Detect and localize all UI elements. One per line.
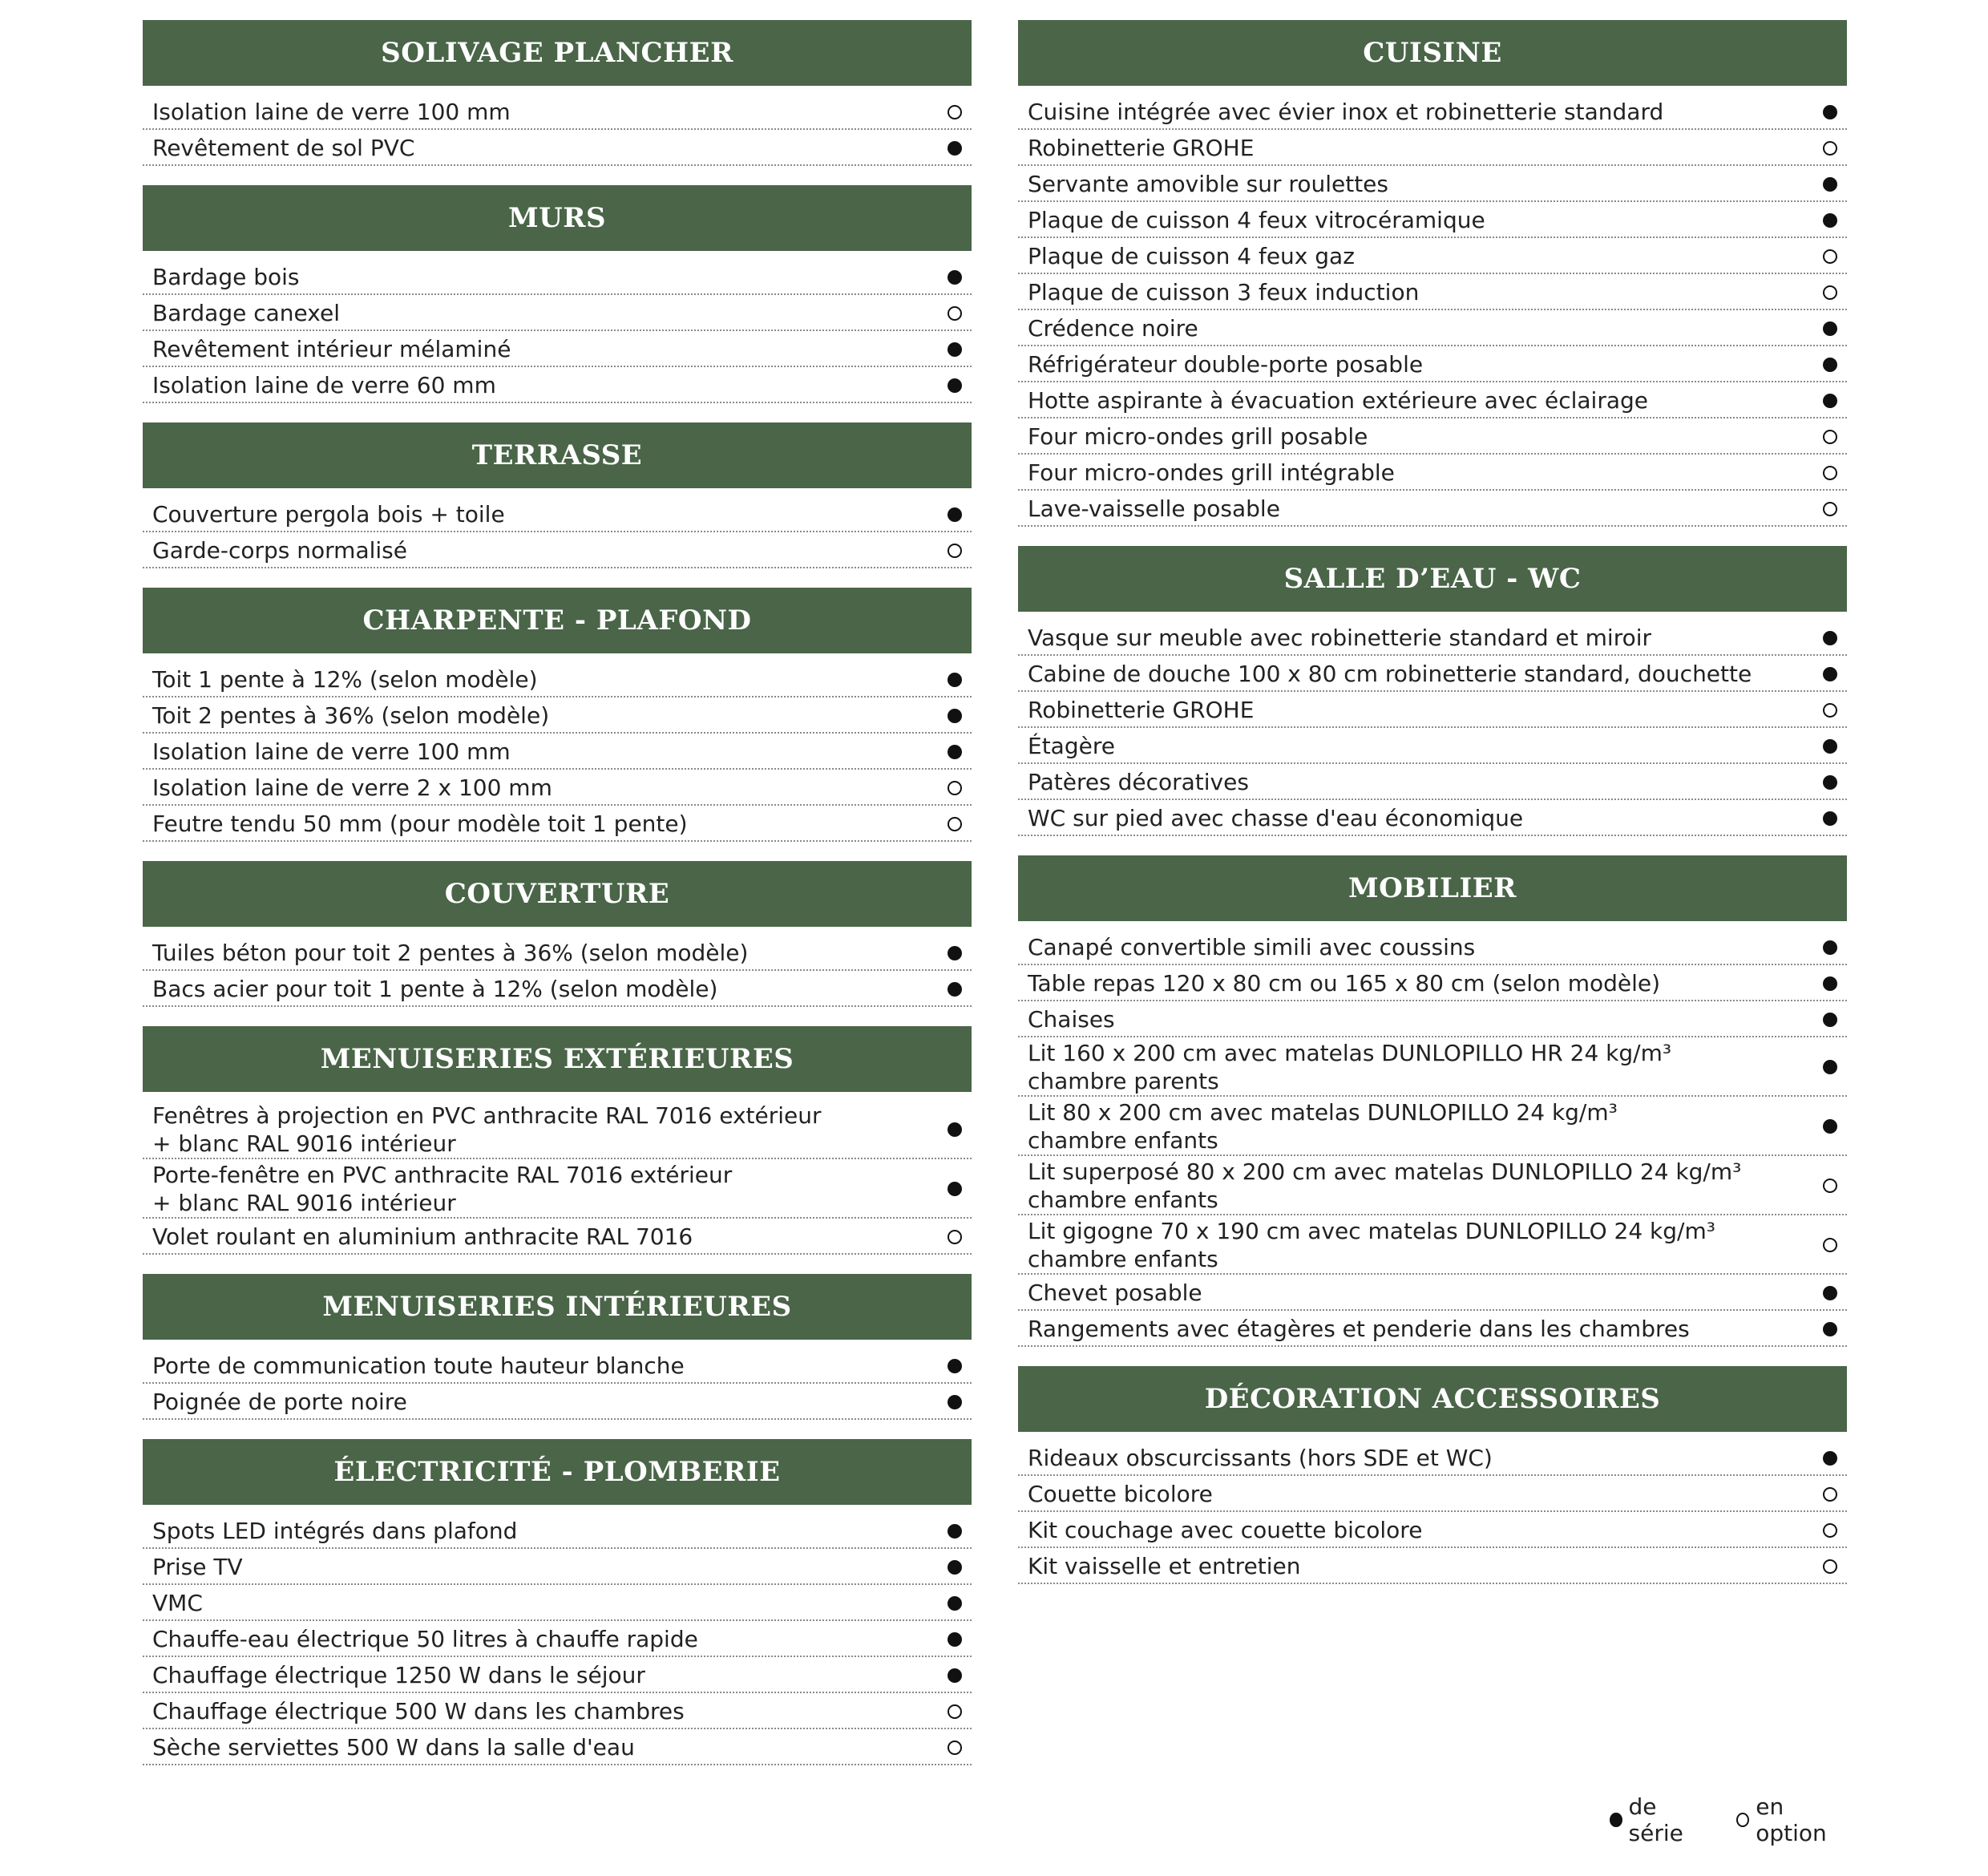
filled-bullet-icon	[948, 507, 962, 522]
spec-row	[1018, 1097, 1847, 1156]
section-title: MENUISERIES INTÉRIEURES	[143, 1274, 972, 1340]
spec-row	[1018, 656, 1847, 692]
spec-list	[143, 1348, 972, 1420]
spec-label: Couverture pergola bois + toile	[152, 501, 505, 528]
spec-row	[1018, 1215, 1847, 1275]
hollow-bullet-icon	[1736, 1813, 1749, 1827]
hollow-bullet-icon	[1823, 466, 1837, 480]
spec-row	[1018, 166, 1847, 202]
spec-row	[143, 734, 972, 770]
spec-row	[143, 295, 972, 331]
hollow-bullet-icon	[948, 105, 962, 119]
spec-section	[143, 1439, 972, 1765]
spec-section	[143, 20, 972, 166]
spec-label: Canapé convertible simili avec coussins	[1028, 934, 1476, 960]
filled-bullet-icon	[1823, 1119, 1837, 1134]
section-title: SOLIVAGE PLANCHER	[143, 20, 972, 86]
filled-bullet-icon	[1823, 976, 1837, 991]
spec-label: Table repas 120 x 80 cm ou 165 x 80 cm (selon modèle)	[1028, 970, 1661, 997]
spec-label: Sèche serviettes 500 W dans la salle d'eau	[152, 1734, 635, 1761]
spec-row	[143, 1384, 972, 1420]
spec-label: Feutre tendu 50 mm (pour modèle toit 1 pente)	[152, 811, 688, 837]
spec-label: Lave-vaisselle posable	[1028, 495, 1280, 522]
spec-label: VMC	[152, 1590, 203, 1616]
filled-bullet-icon	[1823, 811, 1837, 826]
filled-bullet-icon	[1823, 940, 1837, 955]
section-title: SALLE D’EAU - WC	[1018, 546, 1847, 612]
hollow-bullet-icon	[1823, 1487, 1837, 1502]
spec-row	[1018, 491, 1847, 527]
filled-bullet-icon	[948, 673, 962, 687]
section-title: DÉCORATION ACCESSOIRES	[1018, 1366, 1847, 1432]
spec-row	[143, 1693, 972, 1729]
spec-label: Lit 80 x 200 cm avec matelas DUNLOPILLO 24 kg/m³ chambre enfants	[1028, 1099, 1618, 1154]
filled-bullet-icon	[1823, 358, 1837, 372]
spec-section	[143, 185, 972, 403]
filled-bullet-icon	[948, 342, 962, 357]
spec-row	[143, 661, 972, 697]
hollow-bullet-icon	[1823, 1523, 1837, 1538]
spec-row	[143, 259, 972, 295]
spec-row	[1018, 800, 1847, 836]
spec-row	[1018, 1001, 1847, 1037]
spec-row	[1018, 418, 1847, 455]
spec-list	[143, 661, 972, 842]
spec-label: Plaque de cuisson 4 feux vitrocéramique	[1028, 207, 1485, 233]
spec-row	[1018, 310, 1847, 346]
hollow-bullet-icon	[948, 306, 962, 321]
spec-section	[143, 861, 972, 1007]
hollow-bullet-icon	[1823, 141, 1837, 156]
hollow-bullet-icon	[948, 1741, 962, 1755]
spec-row	[1018, 455, 1847, 491]
spec-row	[143, 367, 972, 403]
spec-row	[1018, 728, 1847, 764]
spec-label: Fenêtres à projection en PVC anthracite RAL 7016 extérieur + blanc RAL 9016 intérieur	[152, 1102, 822, 1157]
filled-bullet-icon	[948, 1395, 962, 1409]
spec-list	[143, 94, 972, 166]
spec-label: Plaque de cuisson 4 feux gaz	[1028, 243, 1355, 269]
spec-label: Isolation laine de verre 100 mm	[152, 738, 511, 765]
spec-label: Toit 1 pente à 12% (selon modèle)	[152, 666, 538, 693]
spec-label: Crédence noire	[1028, 315, 1198, 342]
spec-row	[1018, 692, 1847, 728]
hollow-bullet-icon	[948, 1230, 962, 1244]
legend-option	[1736, 1793, 1847, 1846]
spec-label: Bardage canexel	[152, 300, 340, 326]
spec-row	[143, 770, 972, 806]
hollow-bullet-icon	[1823, 703, 1837, 718]
spec-row	[143, 1159, 972, 1219]
spec-list	[143, 496, 972, 568]
filled-bullet-icon	[948, 1359, 962, 1373]
filled-bullet-icon	[1823, 1286, 1837, 1300]
spec-row	[1018, 1275, 1847, 1311]
spec-row	[143, 1549, 972, 1585]
spec-label: Plaque de cuisson 3 feux induction	[1028, 279, 1420, 305]
section-title: MOBILIER	[1018, 855, 1847, 921]
spec-label: Lit superposé 80 x 200 cm avec matelas DUNLOPILLO 24 kg/m³ chambre enfants	[1028, 1158, 1742, 1213]
spec-row	[1018, 94, 1847, 130]
section-title: TERRASSE	[143, 423, 972, 488]
spec-row	[1018, 1512, 1847, 1548]
spec-row	[1018, 1476, 1847, 1512]
hollow-bullet-icon	[1823, 1238, 1837, 1252]
spec-list	[143, 935, 972, 1007]
filled-bullet-icon	[1823, 1451, 1837, 1466]
hollow-bullet-icon	[1823, 249, 1837, 264]
spec-label: Porte de communication toute hauteur blanche	[152, 1352, 685, 1379]
spec-section	[1018, 546, 1847, 836]
section-title: CUISINE	[1018, 20, 1847, 86]
spec-row	[143, 806, 972, 842]
hollow-bullet-icon	[1823, 430, 1837, 444]
filled-bullet-icon	[1823, 1060, 1837, 1074]
spec-list	[1018, 94, 1847, 527]
filled-bullet-icon	[948, 1668, 962, 1683]
legend-option-label: en option	[1756, 1793, 1827, 1846]
filled-bullet-icon	[1823, 739, 1837, 754]
spec-list	[1018, 929, 1847, 1347]
spec-label: Toit 2 pentes à 36% (selon modèle)	[152, 702, 550, 729]
spec-label: Lit 160 x 200 cm avec matelas DUNLOPILLO HR 24 kg/m³ chambre parents	[1028, 1040, 1672, 1094]
spec-section	[1018, 1366, 1847, 1584]
section-title: CHARPENTE - PLAFOND	[143, 588, 972, 653]
filled-bullet-icon	[948, 378, 962, 393]
filled-bullet-icon	[948, 1560, 962, 1575]
filled-bullet-icon	[948, 1632, 962, 1647]
spec-label: Hotte aspirante à évacuation extérieure avec éclairage	[1028, 387, 1648, 414]
spec-label: Isolation laine de verre 100 mm	[152, 99, 511, 125]
spec-label: WC sur pied avec chasse d'eau économique	[1028, 805, 1524, 831]
hollow-bullet-icon	[948, 544, 962, 558]
spec-label: Rideaux obscurcissants (hors SDE et WC)	[1028, 1445, 1493, 1471]
spec-label: Porte-fenêtre en PVC anthracite RAL 7016 extérieur + blanc RAL 9016 intérieur	[152, 1162, 733, 1216]
spec-row	[143, 94, 972, 130]
spec-row	[1018, 929, 1847, 965]
spec-label: Spots LED intégrés dans plafond	[152, 1518, 518, 1544]
spec-list	[143, 259, 972, 403]
spec-list	[143, 1513, 972, 1765]
spec-row	[1018, 202, 1847, 238]
filled-bullet-icon	[1823, 667, 1837, 681]
spec-label: Prise TV	[152, 1554, 243, 1580]
spec-section	[1018, 20, 1847, 527]
spec-row	[1018, 346, 1847, 382]
spec-row	[143, 697, 972, 734]
spec-label: Bardage bois	[152, 264, 300, 290]
spec-row	[143, 1621, 972, 1657]
hollow-bullet-icon	[1823, 285, 1837, 300]
filled-bullet-icon	[1610, 1813, 1622, 1827]
section-title: MURS	[143, 185, 972, 251]
filled-bullet-icon	[948, 141, 962, 156]
spec-label: Poignée de porte noire	[152, 1389, 407, 1415]
spec-row	[143, 1348, 972, 1384]
spec-label: Chauffage électrique 1250 W dans le séjour	[152, 1662, 645, 1688]
spec-row	[1018, 1311, 1847, 1347]
section-title: ÉLECTRICITÉ - PLOMBERIE	[143, 1439, 972, 1505]
hollow-bullet-icon	[948, 817, 962, 831]
filled-bullet-icon	[1823, 105, 1837, 119]
spec-label: Four micro-ondes grill intégrable	[1028, 459, 1395, 486]
spec-section	[143, 1026, 972, 1255]
legend	[1579, 1793, 1847, 1846]
legend-standard-label: de série	[1628, 1793, 1683, 1846]
filled-bullet-icon	[1823, 177, 1837, 192]
spec-label: Volet roulant en aluminium anthracite RAL 7016	[152, 1223, 693, 1250]
spec-label: Couette bicolore	[1028, 1481, 1213, 1507]
hollow-bullet-icon	[948, 1704, 962, 1719]
spec-label: Revêtement de sol PVC	[152, 135, 415, 161]
section-title: MENUISERIES EXTÉRIEURES	[143, 1026, 972, 1092]
spec-row	[1018, 764, 1847, 800]
hollow-bullet-icon	[948, 781, 962, 795]
spec-label: Réfrigérateur double-porte posable	[1028, 351, 1424, 378]
filled-bullet-icon	[948, 745, 962, 759]
spec-row	[1018, 382, 1847, 418]
spec-row	[143, 130, 972, 166]
spec-row	[143, 935, 972, 971]
spec-label: Chaises	[1028, 1006, 1115, 1033]
filled-bullet-icon	[1823, 775, 1837, 790]
spec-label: Chevet posable	[1028, 1280, 1202, 1306]
spec-label: Kit vaisselle et entretien	[1028, 1553, 1301, 1579]
spec-label: Rangements avec étagères et penderie dans les chambres	[1028, 1316, 1690, 1342]
spec-label: Robinetterie GROHE	[1028, 135, 1255, 161]
spec-label: Garde-corps normalisé	[152, 537, 407, 564]
spec-label: Servante amovible sur roulettes	[1028, 171, 1388, 197]
hollow-bullet-icon	[1823, 1179, 1837, 1193]
filled-bullet-icon	[1823, 631, 1837, 645]
right-column	[1018, 20, 1847, 1603]
spec-label: Four micro-ondes grill posable	[1028, 423, 1368, 450]
filled-bullet-icon	[948, 1524, 962, 1538]
spec-label: Revêtement intérieur mélaminé	[152, 336, 511, 362]
spec-label: Cabine de douche 100 x 80 cm robinetterie standard, douchette	[1028, 661, 1752, 687]
spec-label: Chauffage électrique 500 W dans les chambres	[152, 1698, 685, 1724]
spec-list	[143, 1100, 972, 1255]
filled-bullet-icon	[1823, 321, 1837, 336]
spec-row	[143, 1657, 972, 1693]
spec-section	[1018, 855, 1847, 1347]
filled-bullet-icon	[948, 946, 962, 960]
spec-label: Étagère	[1028, 733, 1115, 759]
spec-label: Vasque sur meuble avec robinetterie standard et miroir	[1028, 625, 1652, 651]
filled-bullet-icon	[948, 270, 962, 285]
section-title: COUVERTURE	[143, 861, 972, 927]
filled-bullet-icon	[1823, 394, 1837, 408]
spec-label: Chauffe-eau électrique 50 litres à chauffe rapide	[152, 1626, 698, 1652]
spec-row	[1018, 1440, 1847, 1476]
spec-row	[143, 1585, 972, 1621]
spec-row	[1018, 965, 1847, 1001]
spec-row	[143, 971, 972, 1007]
spec-row	[143, 331, 972, 367]
filled-bullet-icon	[1823, 213, 1837, 228]
spec-section	[143, 423, 972, 568]
spec-label: Bacs acier pour toit 1 pente à 12% (selon modèle)	[152, 976, 718, 1002]
spec-list	[1018, 1440, 1847, 1584]
hollow-bullet-icon	[1823, 502, 1837, 516]
legend-standard	[1610, 1793, 1706, 1846]
spec-section	[143, 588, 972, 842]
spec-label: Isolation laine de verre 60 mm	[152, 372, 496, 398]
spec-section	[143, 1274, 972, 1420]
spec-row	[1018, 1037, 1847, 1097]
spec-row	[143, 1219, 972, 1255]
spec-row	[1018, 238, 1847, 274]
spec-row	[143, 1729, 972, 1765]
filled-bullet-icon	[1823, 1013, 1837, 1027]
spec-row	[1018, 620, 1847, 656]
spec-row	[1018, 274, 1847, 310]
spec-row	[1018, 1548, 1847, 1584]
filled-bullet-icon	[948, 1122, 962, 1137]
spec-row	[143, 532, 972, 568]
filled-bullet-icon	[948, 709, 962, 723]
spec-label: Isolation laine de verre 2 x 100 mm	[152, 774, 552, 801]
spec-label: Robinetterie GROHE	[1028, 697, 1255, 723]
spec-list	[1018, 620, 1847, 836]
spec-row	[143, 496, 972, 532]
spec-label: Cuisine intégrée avec évier inox et robinetterie standard	[1028, 99, 1664, 125]
spec-label: Kit couchage avec couette bicolore	[1028, 1517, 1423, 1543]
left-column	[143, 20, 972, 1785]
spec-label: Lit gigogne 70 x 190 cm avec matelas DUNLOPILLO 24 kg/m³ chambre enfants	[1028, 1218, 1715, 1272]
spec-label: Patères décoratives	[1028, 769, 1249, 795]
filled-bullet-icon	[1823, 1322, 1837, 1336]
spec-row	[1018, 130, 1847, 166]
spec-row	[143, 1513, 972, 1549]
filled-bullet-icon	[948, 1182, 962, 1196]
spec-label: Tuiles béton pour toit 2 pentes à 36% (selon modèle)	[152, 940, 749, 966]
spec-row	[143, 1100, 972, 1159]
spec-row	[1018, 1156, 1847, 1215]
filled-bullet-icon	[948, 1596, 962, 1611]
filled-bullet-icon	[948, 982, 962, 997]
hollow-bullet-icon	[1823, 1559, 1837, 1574]
